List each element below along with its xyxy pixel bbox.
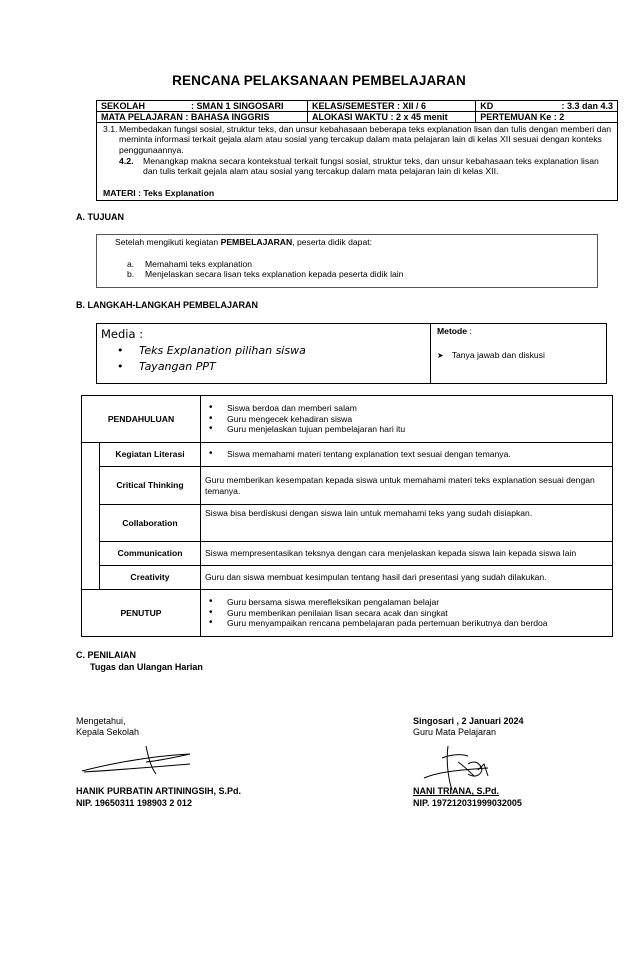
media-bullet-1: • — [117, 344, 124, 357]
creativity-label: Creativity — [100, 566, 201, 590]
langkah-table — [81, 395, 613, 637]
guru-name: NANI TRIANA, S.Pd. — [413, 786, 500, 796]
kd31-number: 3.1. — [103, 124, 118, 134]
tujuan-intro-bold: PEMBELAJARAN — [220, 237, 293, 247]
tujuan-intro — [115, 237, 372, 248]
kd-label: KD — [480, 101, 494, 111]
metode-item — [437, 350, 545, 362]
guru-signature — [418, 742, 498, 792]
kd42-text: Menangkap makna secara kontekstual terkait fungsi sosial, struktur teks, dan unsur kebahasaan teks explanation lisan dan tulis terkait gejala alam atau sosial yang tercakup dalam mata pelajaran lain di kelas XII. — [143, 156, 599, 177]
tujuan-intro-text: Setelah mengikuti kegiatan — [115, 237, 221, 247]
guru-nip: NIP. 197212031999032005 — [413, 798, 522, 808]
materi-label: MATERI : Teks Explanation — [103, 188, 215, 198]
tujuan-box — [96, 234, 598, 288]
kepala-sekolah-name: HANIK PURBATIN ARTININGSIH, S.Pd. — [76, 786, 242, 796]
penutup-list — [205, 597, 608, 629]
sekolah-value: : SMAN 1 SINGOSARI — [191, 101, 284, 111]
communication-content: Siswa mempresentasikan teksnya dengan cara menjelaskan kepada siswa lain kepada siswa lain — [201, 542, 613, 566]
tempat-tanggal: Singosari , 2 Januari 2024 — [413, 716, 524, 726]
alokasi-cell: ALOKASI WAKTU : 2 x 45 menit — [308, 112, 476, 123]
tujuan-item-b: Menjelaskan secara lisan teks explanation kepada peserta didik lain — [145, 269, 404, 279]
guru-mapel-label: Guru Mata Pelajaran — [413, 727, 497, 737]
media-item-1-text: Teks Explanation pilihan siswa — [139, 344, 306, 357]
tujuan-item-b-marker: b. — [127, 269, 135, 279]
penilaian-text: Tugas dan Ulangan Harian — [90, 662, 203, 672]
page-title: RENCANA PELAKSANAAN PEMBELAJARAN — [172, 73, 466, 88]
metode-arrow-icon: ➤ — [437, 351, 444, 360]
pendahuluan-label: PENDAHULUAN — [82, 396, 201, 443]
kelas-cell: KELAS/SEMESTER : XII / 6 — [308, 101, 476, 112]
metode-label: Metode — [437, 326, 468, 336]
mapel-cell: MATA PELAJARAN : BAHASA INGGRIS — [97, 112, 308, 123]
media-item-1 — [119, 344, 306, 357]
penilaian-heading: C. PENILAIAN — [76, 650, 137, 660]
kepala-sekolah-label: Kepala Sekolah — [76, 727, 140, 737]
langkah-heading: B. LANGKAH-LANGKAH PEMBELAJARAN — [76, 300, 258, 310]
sekolah-cell — [97, 101, 308, 112]
pendahuluan-item: • Guru mengecek kehadiran siswa — [205, 414, 608, 425]
pendahuluan-item: • Guru menjelaskan tujuan pembelajaran hari itu — [205, 424, 608, 435]
pendahuluan-list — [205, 403, 608, 435]
pendahuluan-content — [201, 396, 613, 443]
media-item-2-text: Tayangan PPT — [139, 360, 216, 373]
tujuan-intro-end: , peserta didik dapat: — [292, 237, 373, 247]
kepala-sekolah-signature — [76, 744, 196, 782]
metode-colon: : — [467, 326, 472, 336]
header-table — [96, 100, 618, 123]
literasi-item: • Siswa memahami materi tentang explanation text sesuai dengan temanya. — [205, 449, 608, 460]
media-metode-box — [96, 323, 607, 384]
literasi-content — [201, 443, 613, 467]
kd31-text: Membedakan fungsi sosial, struktur teks, dan unsur kebahasaan beberapa teks explanation lisan dan tulis dengan memberi dan meminta informasi terkait gejala alam atau sosial yang tercakup dalam mata pelajaran lain di kelas XII sesuai dengan konteks penggunaannya. — [119, 124, 612, 155]
media-item-2 — [119, 360, 216, 373]
penutup-label: PENUTUP — [82, 590, 201, 637]
critical-thinking-content: Guru memberikan kesempatan kepada siswa untuk memahami materi teks explanation sesuai dengan temanya. — [201, 467, 613, 505]
pendahuluan-item: • Siswa berdoa dan memberi salam — [205, 403, 608, 414]
collaboration-content: Siswa bisa berdiskusi dengan siswa lain untuk memahami teks yang sudah disiapkan. — [201, 505, 613, 542]
pertemuan-cell: PERTEMUAN Ke : 2 — [476, 112, 618, 123]
penutup-item: • Guru bersama siswa merefleksikan pengalaman belajar — [205, 597, 608, 608]
media-label: Media : — [101, 327, 144, 341]
kompetensi-dasar-box — [96, 122, 618, 201]
sekolah-label: SEKOLAH — [101, 101, 146, 111]
creativity-content: Guru dan siswa membuat kesimpulan tentang hasil dari presentasi yang sudah dilakukan. — [201, 566, 613, 590]
kepala-sekolah-nip: NIP. 19650311 198903 2 012 — [76, 798, 192, 808]
media-bullet-2: • — [117, 360, 124, 373]
literasi-list — [205, 449, 608, 460]
tujuan-item-a: Memahami teks explanation — [145, 259, 252, 269]
tujuan-heading: A. TUJUAN — [76, 212, 125, 222]
collaboration-label: Collaboration — [100, 505, 201, 542]
tujuan-item-a-marker: a. — [127, 259, 135, 269]
penutup-content — [201, 590, 613, 637]
kd-value: : 3.3 dan 4.3 — [561, 101, 613, 111]
kd42-number: 4.2. — [119, 156, 134, 166]
communication-label: Communication — [100, 542, 201, 566]
metode-item-text: Tanya jawab dan diskusi — [451, 350, 545, 360]
literasi-label: Kegiatan Literasi — [100, 443, 201, 467]
inti-spacer-cell — [82, 443, 100, 590]
kd-cell — [476, 101, 618, 112]
critical-thinking-label: Critical Thinking — [100, 467, 201, 505]
media-metode-divider — [430, 324, 431, 383]
mengetahui-label: Mengetahui, — [76, 716, 126, 726]
penutup-item: • Guru menyampaikan rencana pembelajaran pada pertemuan berikutnya dan berdoa — [205, 618, 608, 629]
penutup-item: • Guru memberikan penilaian lisan secara acak dan singkat — [205, 608, 608, 619]
metode-label-wrap — [437, 326, 472, 337]
